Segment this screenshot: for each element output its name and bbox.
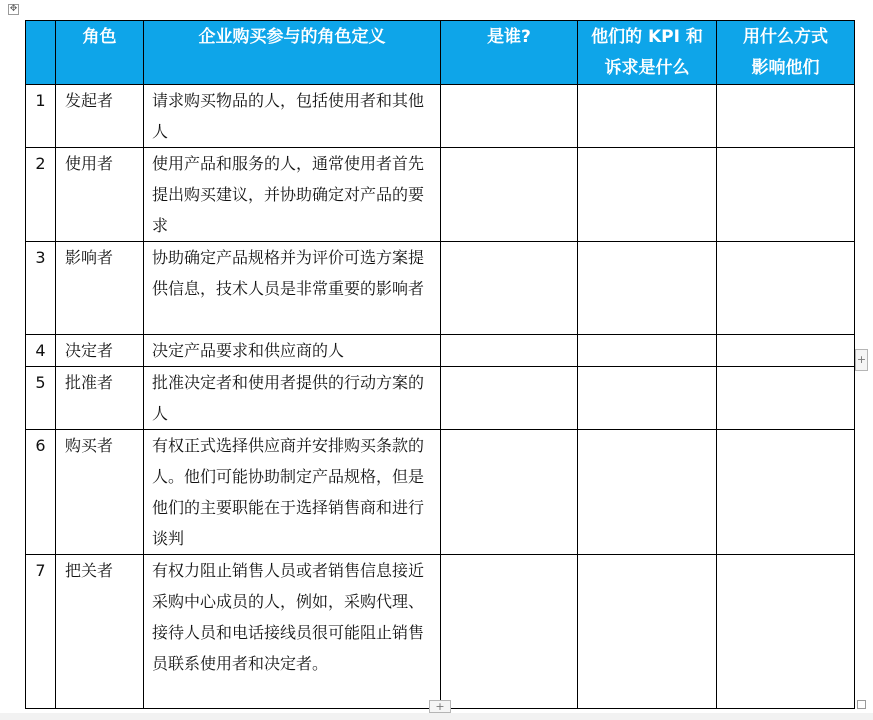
buying-roles-table (25, 20, 855, 709)
row-number: 6 (26, 430, 56, 555)
who-cell[interactable] (441, 85, 578, 148)
role-definition: 协助确定产品规格并为评价可选方案提供信息，技术人员是非常重要的影响者 (144, 242, 441, 335)
header-kpi (578, 21, 717, 85)
role-definition: 决定产品要求和供应商的人 (144, 335, 441, 367)
row-number: 3 (26, 242, 56, 335)
table-header-row (26, 21, 855, 85)
kpi-cell[interactable] (578, 367, 717, 430)
header-role: 角色 (56, 21, 144, 85)
role-name: 使用者 (56, 148, 144, 242)
table-row (26, 335, 855, 367)
row-number: 4 (26, 335, 56, 367)
header-kpi-text: 他们的 KPI 和诉求是什么 (591, 27, 703, 78)
table-move-handle-icon[interactable]: ✥ (9, 4, 18, 14)
role-definition: 有权力阻止销售人员或者销售信息接近采购中心成员的人，例如，采购代理、接待人员和电话接线员很可能阻止销售员联系使用者和决定者。 (144, 555, 441, 709)
who-cell[interactable] (441, 367, 578, 430)
role-definition: 批准决定者和使用者提供的行动方案的人 (144, 367, 441, 430)
table-row (26, 85, 855, 148)
row-number: 2 (26, 148, 56, 242)
role-definition: 使用产品和服务的人，通常使用者首先提出购买建议，并协助确定对产品的要求 (144, 148, 441, 242)
kpi-cell[interactable] (578, 430, 717, 555)
kpi-cell[interactable] (578, 148, 717, 242)
add-column-plus-icon[interactable]: + (855, 349, 868, 371)
table-row (26, 367, 855, 430)
role-definition: 有权正式选择供应商并安排购买条款的人。他们可能协助制定产品规格，但是他们的主要职能在于选择销售商和进行谈判 (144, 430, 441, 555)
influence-cell[interactable] (717, 367, 855, 430)
who-cell[interactable] (441, 242, 578, 335)
table-resize-icon[interactable] (857, 700, 866, 709)
influence-cell[interactable] (717, 148, 855, 242)
influence-cell[interactable] (717, 335, 855, 367)
role-name: 决定者 (56, 335, 144, 367)
kpi-cell[interactable] (578, 242, 717, 335)
kpi-cell[interactable] (578, 85, 717, 148)
who-cell[interactable] (441, 335, 578, 367)
role-name: 购买者 (56, 430, 144, 555)
page-bottom-strip (0, 713, 873, 720)
who-cell[interactable] (441, 555, 578, 709)
kpi-cell[interactable] (578, 335, 717, 367)
kpi-cell[interactable] (578, 555, 717, 709)
row-number: 1 (26, 85, 56, 148)
influence-cell[interactable] (717, 555, 855, 709)
header-influence (717, 21, 855, 85)
table-row (26, 555, 855, 709)
table-row (26, 148, 855, 242)
row-number: 7 (26, 555, 56, 709)
role-name: 影响者 (56, 242, 144, 335)
header-influence-text: 用什么方式影响他们 (743, 27, 828, 78)
row-number: 5 (26, 367, 56, 430)
header-num (26, 21, 56, 85)
header-who: 是谁? (441, 21, 578, 85)
influence-cell[interactable] (717, 85, 855, 148)
who-cell[interactable] (441, 148, 578, 242)
who-cell[interactable] (441, 430, 578, 555)
influence-cell[interactable] (717, 430, 855, 555)
influence-cell[interactable] (717, 242, 855, 335)
table-row (26, 430, 855, 555)
role-name: 发起者 (56, 85, 144, 148)
header-definition: 企业购买参与的角色定义 (144, 21, 441, 85)
add-row-plus-icon[interactable]: + (429, 700, 451, 713)
table-row (26, 242, 855, 335)
role-name: 把关者 (56, 555, 144, 709)
role-name: 批准者 (56, 367, 144, 430)
role-definition: 请求购买物品的人，包括使用者和其他人 (144, 85, 441, 148)
